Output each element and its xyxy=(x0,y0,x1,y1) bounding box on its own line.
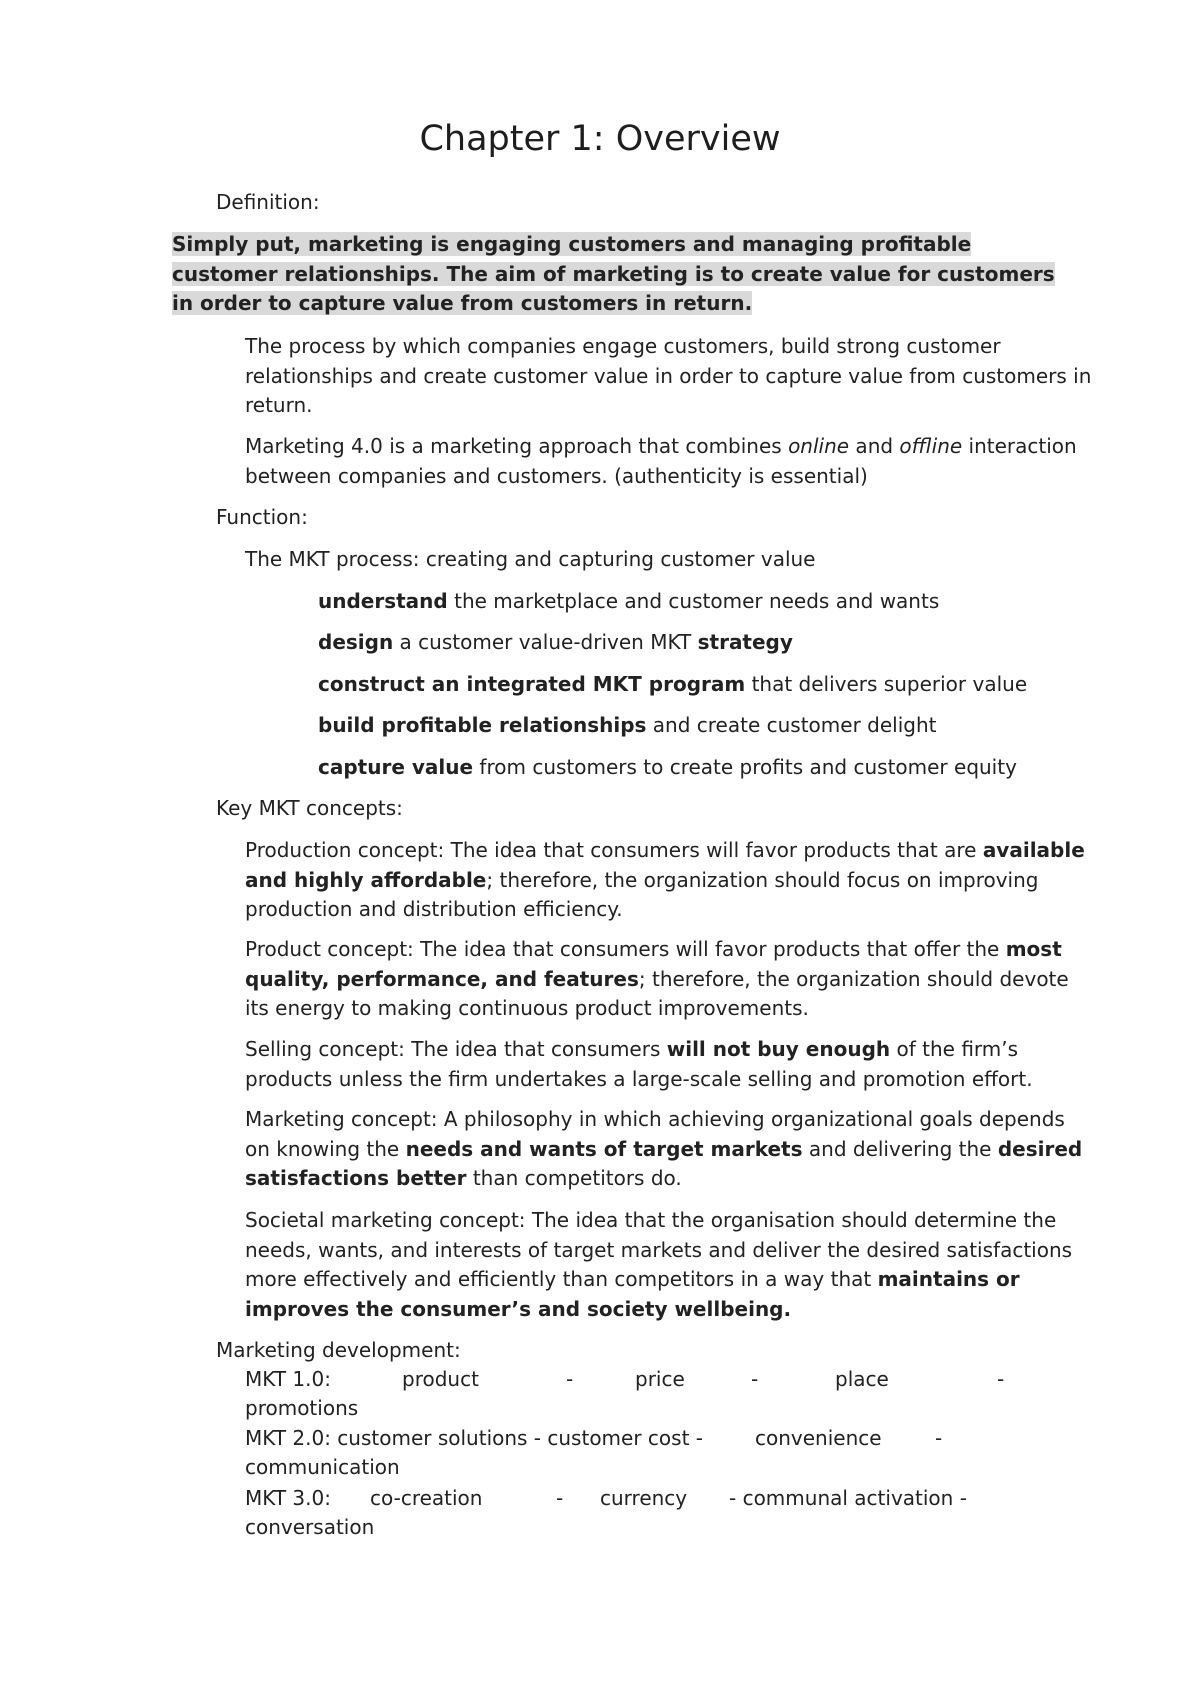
product-concept: Product concept: The idea that consumers will favor products that offer the most quality, performance, and features; therefore, the organization should devote its energy to making continuous product improvements. xyxy=(245,937,1069,1020)
highlight-line-1: Simply put, marketing is engaging customers and managing profitable xyxy=(172,232,972,256)
highlight-line-2: customer relationships. The aim of marketing is to create value for customers xyxy=(172,261,1055,286)
concepts-label: Key MKT concepts: xyxy=(216,796,403,820)
selling-concept: Selling concept: The idea that consumers will not buy enough of the firm’s products unless the firm undertakes a large-scale selling and promotion effort. xyxy=(245,1037,1033,1091)
highlight-line-3: in order to capture value from customers in return. xyxy=(172,291,753,315)
mkt-1-row: MKT 1.0: product - price - place - xyxy=(245,1367,1005,1391)
function-label: Function: xyxy=(216,505,308,529)
marketing-4-definition: Marketing 4.0 is a marketing approach that combines online and offline interaction between companies and customers. (authenticity is essential) xyxy=(245,434,1077,488)
online-term: online xyxy=(788,434,850,458)
process-step: capture value from customers to create profits and customer equity xyxy=(318,755,1017,779)
process-definition: The process by which companies engage customers, build strong customer relationships and create customer value in order to capture value from customers in return. xyxy=(245,334,1092,417)
development-label: Marketing development: xyxy=(216,1338,461,1362)
definition-highlight xyxy=(172,230,1072,319)
mkt-1-continuation: promotions xyxy=(245,1396,359,1420)
mkt-3-row: MKT 3.0: co-creation - currency - communal activation - xyxy=(245,1486,967,1510)
page-title: Chapter 1: Overview xyxy=(419,119,781,159)
mkt-2-row: MKT 2.0: customer solutions - customer cost - convenience - xyxy=(245,1426,943,1450)
production-concept: Production concept: The idea that consumers will favor products that are available and highly affordable; therefore, the organization should focus on improving production and distribution efficiency. xyxy=(245,838,1085,921)
mkt-process-intro: The MKT process: creating and capturing customer value xyxy=(245,547,816,571)
mkt-2-continuation: communication xyxy=(245,1455,400,1479)
definition-label: Definition: xyxy=(216,190,320,214)
societal-marketing-concept: Societal marketing concept: The idea that the organisation should determine the needs, wants, and interests of target markets and deliver the desired satisfactions more effectively and efficiently than competitors in a way that maintains or improves the consumer’s and society wellbeing. xyxy=(245,1208,1073,1321)
offline-term: offline xyxy=(899,434,963,458)
process-step: understand the marketplace and customer needs and wants xyxy=(318,589,940,613)
process-step: design a customer value-driven MKT strategy xyxy=(318,630,793,654)
process-step: build profitable relationships and create customer delight xyxy=(318,713,937,737)
mkt-3-continuation: conversation xyxy=(245,1515,375,1539)
process-step: construct an integrated MKT program that delivers superior value xyxy=(318,672,1028,696)
marketing-concept: Marketing concept: A philosophy in which achieving organizational goals depends on knowing the needs and wants of target markets and delivering the desired satisfactions better than competitors do. xyxy=(245,1107,1083,1190)
